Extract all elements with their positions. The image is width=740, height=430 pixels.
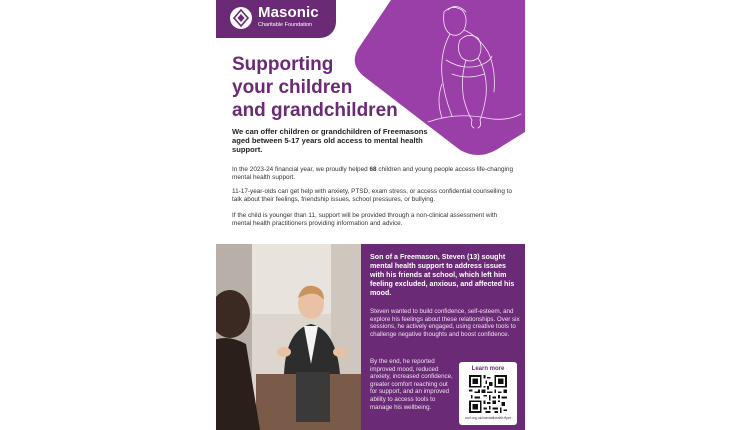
stats-paragraph xyxy=(232,166,517,182)
masonic-logo-icon xyxy=(229,6,253,30)
logo-subtitle: Charitable Foundation xyxy=(258,22,313,28)
age-support-paragraph: 11-17-year-olds can get help with anxiety, PTSD, exam stress, or access confidential counselling to talk about their feelings, friendship issues, school pressures, or bullying. xyxy=(232,188,513,203)
learn-more-title: Learn more xyxy=(471,366,505,372)
case-study-paragraph-1: Steven wanted to build confidence, self-esteem, and explore his feelings about these relationships. Over six sessions, he actively engaged, using creative tools to challenge negative thoughts and boost confidence. xyxy=(370,308,520,338)
case-study-lead: Son of a Freemason, Steven (13) sought mental health support to address issues with his friends at school, which left him feeling excluded, anxious, and affected his mood. xyxy=(370,253,515,297)
logo-header xyxy=(216,0,336,38)
younger-child-paragraph: If the child is younger than 11, support will be provided through a non-clinical assessment with mental health practitioners providing information and advice. xyxy=(232,212,498,227)
qr-code-icon[interactable] xyxy=(469,375,507,413)
intro-text: We can offer children or grandchildren of Freemasons aged between 5-17 years old access to mental health support. xyxy=(232,127,428,154)
stats-number: 68 xyxy=(369,166,377,173)
stats-text-after: children and young people access life-changing mental health support. xyxy=(232,166,514,181)
case-study-paragraph-2: By the end, he reported improved mood, reduced anxiety, increased confidence, greater comfort reaching out for support, and an improved ability to access tools to manage his wellbeing. xyxy=(370,358,453,411)
counselling-photo xyxy=(216,244,361,430)
page-title: Supporting your children and grandchildren xyxy=(232,54,398,121)
learn-more-url[interactable]: mcf.org.uk/mentalhealth-flyer xyxy=(464,416,512,420)
logo-name: Masonic xyxy=(258,4,319,21)
learn-more-card[interactable] xyxy=(459,362,517,425)
case-study-panel xyxy=(361,244,525,430)
stats-text-before: In the 2023-24 financial year, we proudly helped xyxy=(232,166,370,173)
flyer-page xyxy=(216,0,525,430)
